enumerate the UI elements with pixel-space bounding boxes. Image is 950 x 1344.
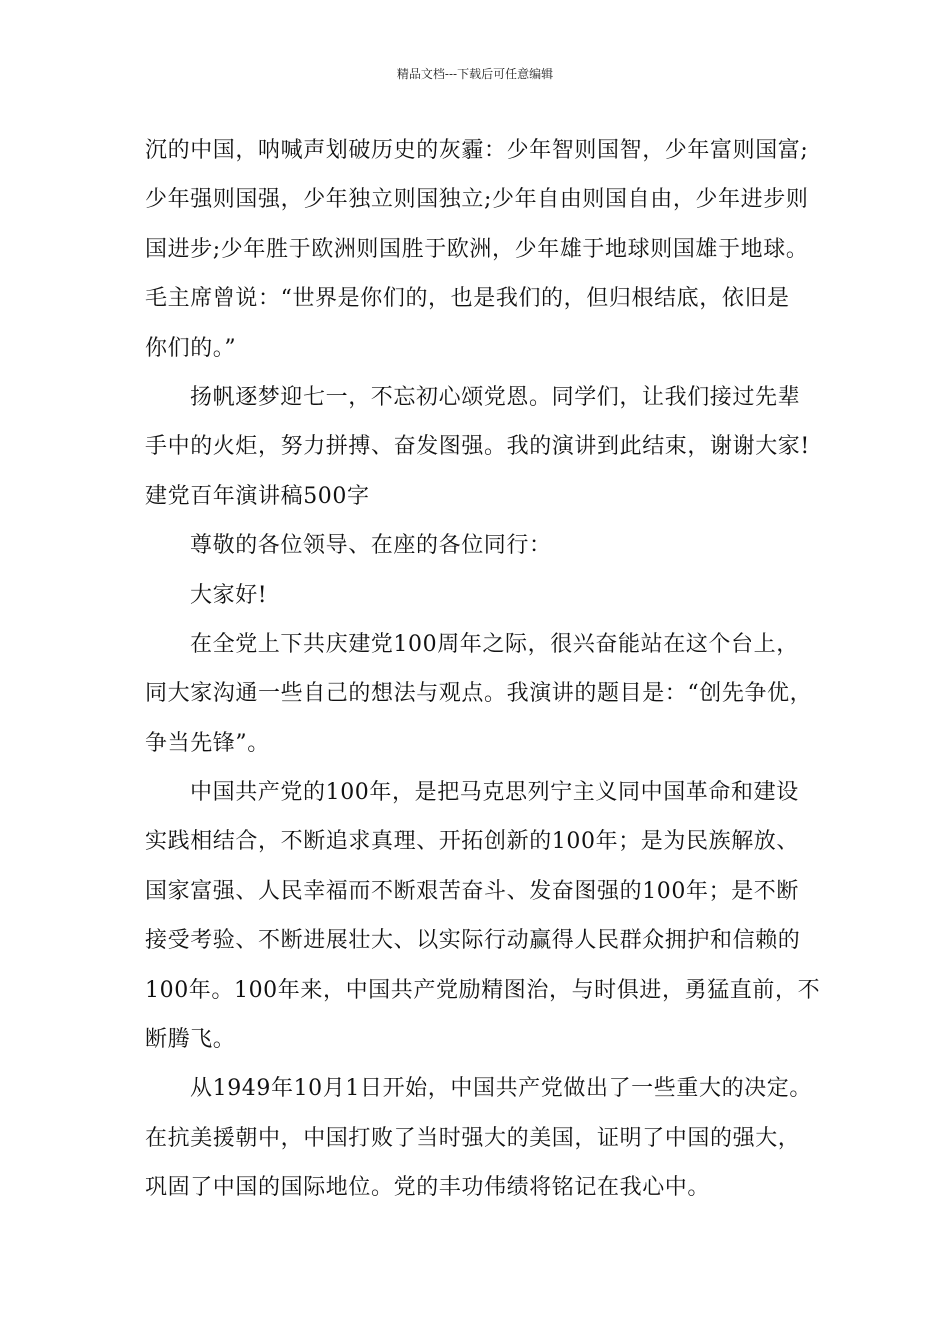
paragraph-start-line: 从1949年10月1日开始，中国共产党做出了一些重大的决定。	[190, 1076, 812, 1102]
text-line: 100年。100年来，中国共产党励精图治，与时俱进，勇猛直前，不	[145, 977, 821, 1003]
text-line: 毛主席曾说：“世界是你们的，也是我们的，但归根结底，依旧是	[145, 286, 790, 312]
greeting: 大家好!	[190, 582, 268, 608]
document-body	[145, 126, 825, 1213]
text-line: 同大家沟通一些自己的想法与观点。我演讲的题目是：“创先争优，	[145, 681, 813, 707]
text-line: 在抗美援朝中，中国打败了当时强大的美国，证明了中国的强大，	[145, 1125, 801, 1151]
text-line: 断腾飞。	[145, 1027, 236, 1053]
text-line: 你们的。”	[145, 335, 237, 361]
paragraph-start-line: 在全党上下共庆建党100周年之际，很兴奋能站在这个台上，	[190, 631, 799, 657]
text-line: 国进步;少年胜于欧洲则国胜于欧洲，少年雄于地球则国雄于地球。	[145, 236, 809, 262]
section-title: 建党百年演讲稿500字	[145, 483, 370, 509]
text-line: 争当先锋”。	[145, 730, 270, 756]
text-line: 沉的中国，呐喊声划破历史的灰霾：少年智则国智，少年富则国富;	[145, 138, 809, 163]
text-line: 手中的火炬，努力拼搏、奋发图强。我的演讲到此结束，谢谢大家!	[145, 434, 810, 460]
salutation: 尊敬的各位领导、在座的各位同行：	[190, 533, 552, 559]
paragraph-start-line: 扬帆逐梦迎七一，不忘初心颂党恩。同学们，让我们接过先辈	[190, 384, 801, 410]
text-line: 少年强则国强，少年独立则国独立;少年自由则国自由，少年进步则	[145, 187, 809, 213]
paragraph-start-line: 中国共产党的100年，是把马克思列宁主义同中国革命和建设	[190, 780, 799, 806]
page-header: 精品文档---下载后可任意编辑	[396, 67, 554, 81]
text-line: 实践相结合，不断追求真理、开拓创新的100年；是为民族解放、	[145, 829, 799, 855]
text-line: 国家富强、人民幸福而不断艰苦奋斗、发奋图强的100年；是不断	[145, 878, 799, 904]
text-line: 接受考验、不断进展壮大、以实际行动赢得人民群众拥护和信赖的	[145, 928, 801, 954]
text-line: 巩固了中国的国际地位。党的丰功伟绩将铭记在我心中。	[145, 1175, 711, 1201]
